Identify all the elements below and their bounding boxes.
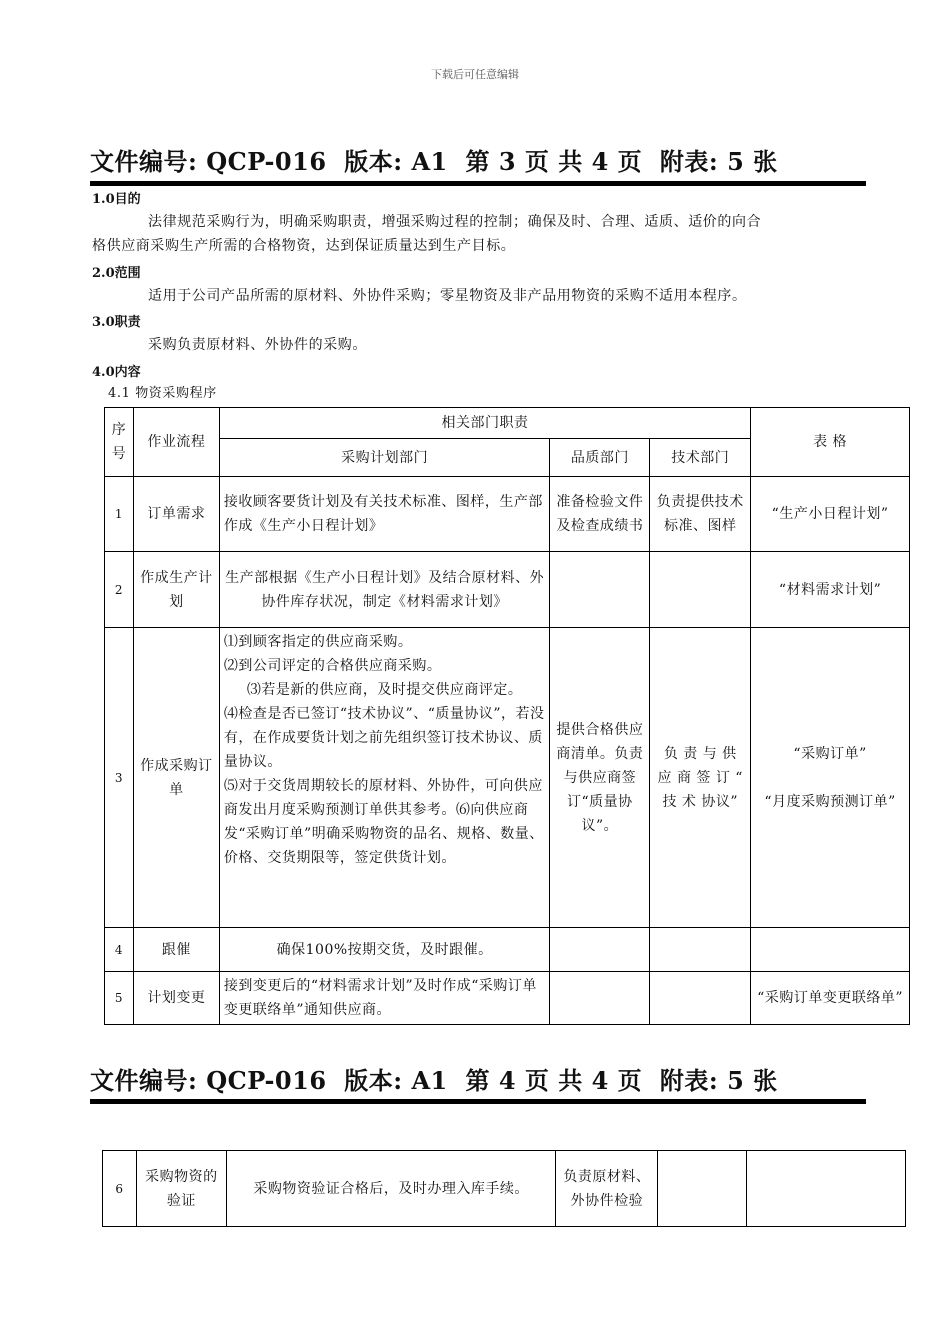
page4-header: 文件编号: QCP-016 版本: A1 第 4 页 共 4 页 附表: 5 张 <box>90 1066 778 1095</box>
row-purchase: 生产部根据《生产小日程计划》及结合原材料、外协件库存状况，制定《材料需求计划》 <box>219 552 550 628</box>
form-purchase-order: “采购订单” <box>793 745 867 762</box>
row-flow: 采购物资的验证 <box>136 1151 226 1227</box>
row-form <box>747 1151 906 1227</box>
table-row <box>105 628 910 928</box>
row-form <box>751 928 910 972</box>
row-tech <box>650 972 751 1025</box>
row-quality <box>550 552 650 628</box>
row-flow: 作成采购订单 <box>133 628 219 928</box>
row-tech <box>650 928 751 972</box>
table-row <box>105 477 910 552</box>
form-monthly-forecast: “月度采购预测订单” <box>764 793 896 810</box>
purpose-text-line1: 法律规范采购行为，明确采购职责，增强采购过程的控制；确保及时、合理、适质、适价的向合 <box>148 214 762 230</box>
row-tech: 负 责 与 供 应 商 签 订 “ 技 术 协议” <box>650 628 751 928</box>
scope-text: 适用于公司产品所需的原材料、外协件采购；零星物资及非产品用物资的采购不适用本程序。 <box>148 288 747 304</box>
row-seq: 4 <box>105 928 134 972</box>
step-5-6: ⑸对于交货周期较长的原材料、外协件，可向供应商发出月度采购预测订单供其参考。⑹向供应商发“采购订单”明确采购物资的品名、规格、数量、价格、交货期限等，签定供货计划。 <box>223 778 544 866</box>
step-2: ⑵到公司评定的合格供应商采购。 <box>223 658 442 674</box>
row-tech <box>658 1151 747 1227</box>
procurement-table <box>104 407 910 1025</box>
header-rule <box>90 181 866 186</box>
section-content-title: 4.0内容 <box>92 365 141 380</box>
row-purchase: 接收顾客要货计划及有关技术标准、图样，生产部作成《生产小日程计划》 <box>219 477 550 552</box>
table-row <box>105 552 910 628</box>
sub-section-title: 4.1 物资采购程序 <box>108 386 217 401</box>
table-row <box>105 928 910 972</box>
row-flow: 跟催 <box>133 928 219 972</box>
row-form: “材料需求计划” <box>751 552 910 628</box>
header-rule <box>90 1099 866 1104</box>
row-quality: 提供合格供应商清单。负责与供应商签订“质量协议”。 <box>550 628 650 928</box>
col-header-quality: 品质部门 <box>550 439 650 477</box>
page3-header: 文件编号: QCP-016 版本: A1 第 3 页 共 4 页 附表: 5 张 <box>90 147 778 176</box>
table-row <box>103 1151 906 1227</box>
row-flow: 订单需求 <box>133 477 219 552</box>
row-flow: 作成生产计划 <box>133 552 219 628</box>
step-4: ⑷检查是否已签订“技术协议”、“质量协议”，若没有，在作成要货计划之前先组织签订技术协议、质量协议。 <box>223 706 545 770</box>
row-purchase: 接到变更后的“材料需求计划”及时作成“采购订单变更联络单”通知供应商。 <box>219 972 550 1025</box>
col-header-seq: 序号 <box>105 408 134 477</box>
row-seq: 3 <box>105 628 134 928</box>
row-quality <box>550 972 650 1025</box>
row-tech: 负责提供技术标准、图样 <box>650 477 751 552</box>
row-quality <box>550 928 650 972</box>
row-quality: 负责原材料、外协件检验 <box>556 1151 658 1227</box>
row-form: “采购订单变更联络单” <box>751 972 910 1025</box>
table-row <box>105 972 910 1025</box>
step-1: ⑴到顾客指定的供应商采购。 <box>223 634 413 650</box>
col-header-form: 表 格 <box>751 408 910 477</box>
row-form: “生产小日程计划” <box>751 477 910 552</box>
row-flow: 计划变更 <box>133 972 219 1025</box>
row-tech <box>650 552 751 628</box>
row-seq: 5 <box>105 972 134 1025</box>
row-form <box>751 628 910 928</box>
section-duty-title: 3.0职责 <box>92 315 141 330</box>
section-purpose-title: 1.0目的 <box>92 192 141 207</box>
purpose-text-line2: 格供应商采购生产所需的合格物资，达到保证质量达到生产目标。 <box>92 238 516 254</box>
row-seq: 1 <box>105 477 134 552</box>
watermark-text: 下载后可任意编辑 <box>431 68 519 81</box>
col-header-purchase: 采购计划部门 <box>219 439 550 477</box>
row-purchase: 采购物资验证合格后，及时办理入库手续。 <box>226 1151 556 1227</box>
row-purchase <box>219 628 550 928</box>
row-seq: 2 <box>105 552 134 628</box>
row-quality: 准备检验文件及检查成绩书 <box>550 477 650 552</box>
col-header-flow: 作业流程 <box>133 408 219 477</box>
duty-text: 采购负责原材料、外协件的采购。 <box>148 337 367 353</box>
col-header-tech: 技术部门 <box>650 439 751 477</box>
section-scope-title: 2.0范围 <box>92 266 141 281</box>
row-purchase: 确保100%按期交货，及时跟催。 <box>219 928 550 972</box>
procurement-table-continued <box>102 1150 906 1227</box>
col-header-dept: 相关部门职责 <box>219 408 750 439</box>
step-3: ⑶若是新的供应商，及时提交供应商评定。 <box>246 682 523 698</box>
row-seq: 6 <box>103 1151 137 1227</box>
